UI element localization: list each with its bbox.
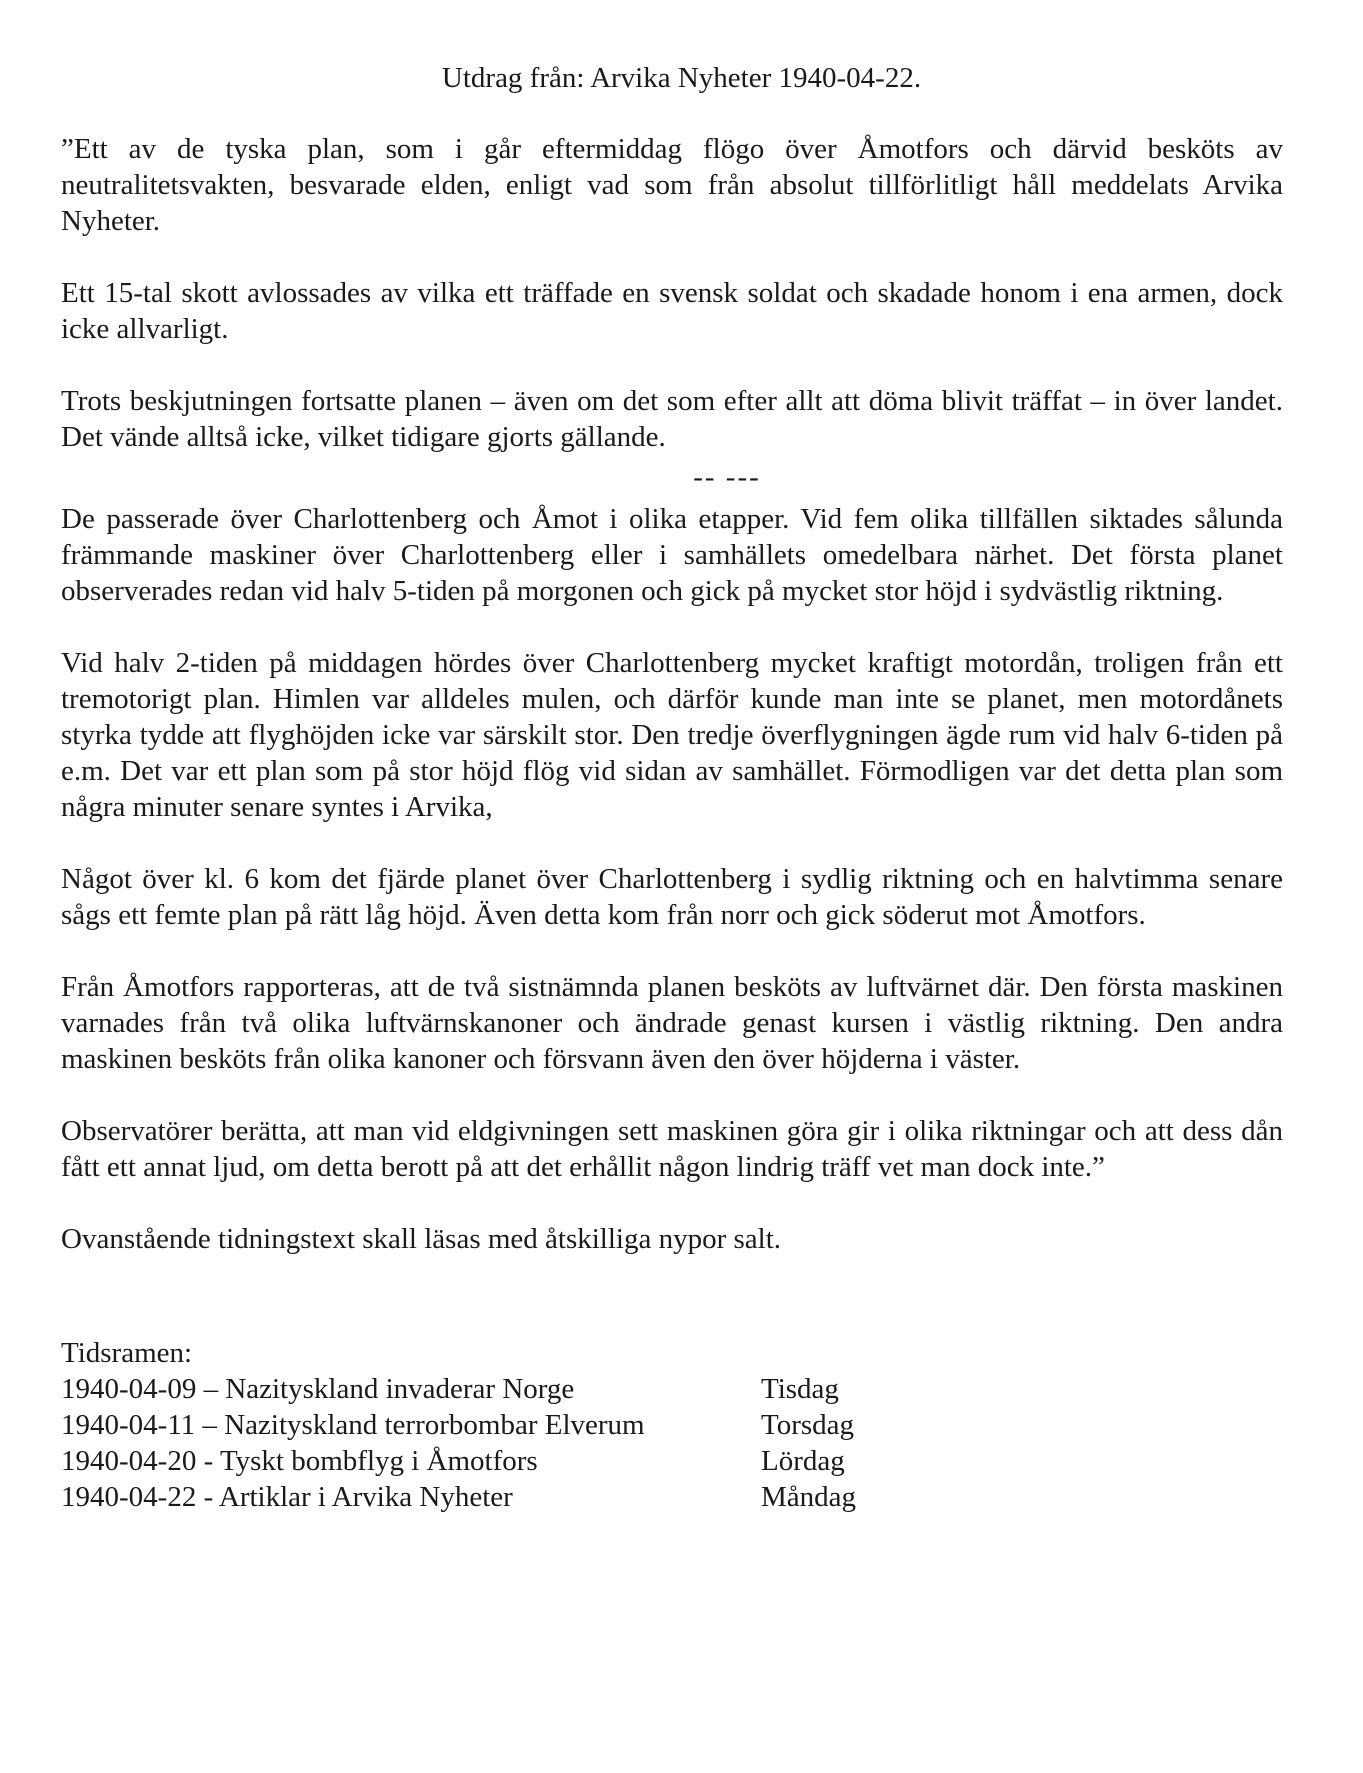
- timeline-day: Måndag: [761, 1481, 857, 1513]
- article-body: [61, 131, 1283, 1515]
- timeline-section: [61, 1335, 1283, 1515]
- paragraph-2: Ett 15-tal skott avlossades av vilka ett träffade en svensk soldat och skadade honom i ena armen, dock icke allvarligt.: [61, 277, 1283, 345]
- timeline-day: Torsdag: [761, 1409, 855, 1441]
- timeline-day: Tisdag: [761, 1373, 839, 1405]
- document-title: Utdrag från: Arvika Nyheter 1940-04-22.: [441, 62, 922, 94]
- section-separator: -- ---: [693, 461, 761, 493]
- paragraph-6: Något över kl. 6 kom det fjärde planet över Charlottenberg i sydlig riktning och en halvtimma senare sågs ett femte plan på rätt låg höjd. Även detta kom från norr och gick söderut mot Åmotfors.: [61, 863, 1283, 931]
- timeline-event: 1940-04-20 - Tyskt bombflyg i Åmotfors: [61, 1445, 538, 1477]
- timeline-heading: Tidsramen:: [61, 1337, 193, 1369]
- paragraph-3: Trots beskjutningen fortsatte planen – även om det som efter allt att döma blivit träffat – in över landet. Det vände alltså icke, vilket tidigare gjorts gällande.: [61, 385, 1283, 453]
- paragraph-7: Från Åmotfors rapporteras, att de två sistnämnda planen besköts av luftvärnet där. Den första maskinen varnades från två olika luftvärnskanoner och ändrade genast kursen i västlig riktning. Den andra maskinen besköts från olika kanoner och försvann även den över höjderna i väster.: [61, 971, 1283, 1075]
- paragraph-4: De passerade över Charlottenberg och Åmot i olika etapper. Vid fem olika tillfällen siktades sålunda främmande maskiner över Charlottenberg eller i samhällets omedelbara närhet. Det första planet observerades redan vid halv 5-tiden på morgonen och gick på mycket stor höjd i sydvästlig riktning.: [61, 503, 1283, 607]
- timeline-event: 1940-04-09 – Nazityskland invaderar Norge: [61, 1373, 575, 1405]
- closing-note: Ovanstående tidningstext skall läsas med åtskilliga nypor salt.: [61, 1223, 782, 1255]
- paragraph-5: Vid halv 2-tiden på middagen hördes över Charlottenberg mycket kraftigt motordån, troligen från ett tremotorigt plan. Himlen var alldeles mulen, och därför kunde man inte se planet, men motordånets styrka tydde att flyghöjden icke var särskilt stor. Den tredje överflygningen ägde rum vid halv 6-tiden på e.m. Det var ett plan som på stor höjd flög vid sidan av samhället. Förmodligen var det detta plan som några minuter senare syntes i Arvika,: [61, 647, 1283, 823]
- paragraph-8: Observatörer berätta, att man vid eldgivningen sett maskinen göra gir i olika riktningar och att dess dån fått ett annat ljud, om detta berott på att det erhållit någon lindrig träff vet man dock inte.”: [61, 1115, 1283, 1183]
- timeline-day: Lördag: [761, 1445, 845, 1477]
- timeline-entry: [61, 1371, 1283, 1407]
- timeline-event: 1940-04-11 – Nazityskland terrorbombar Elverum: [61, 1409, 645, 1441]
- timeline-event: 1940-04-22 - Artiklar i Arvika Nyheter: [61, 1481, 513, 1513]
- timeline-list: [61, 1371, 1283, 1515]
- timeline-entry: [61, 1479, 1283, 1515]
- timeline-entry: [61, 1407, 1283, 1443]
- paragraph-1: ”Ett av de tyska plan, som i går eftermiddag flögo över Åmotfors och därvid besköts av neutralitetsvakten, besvarade elden, enligt vad som från absolut tillförlitligt håll meddelats Arvika Nyheter.: [61, 133, 1283, 237]
- timeline-entry: [61, 1443, 1283, 1479]
